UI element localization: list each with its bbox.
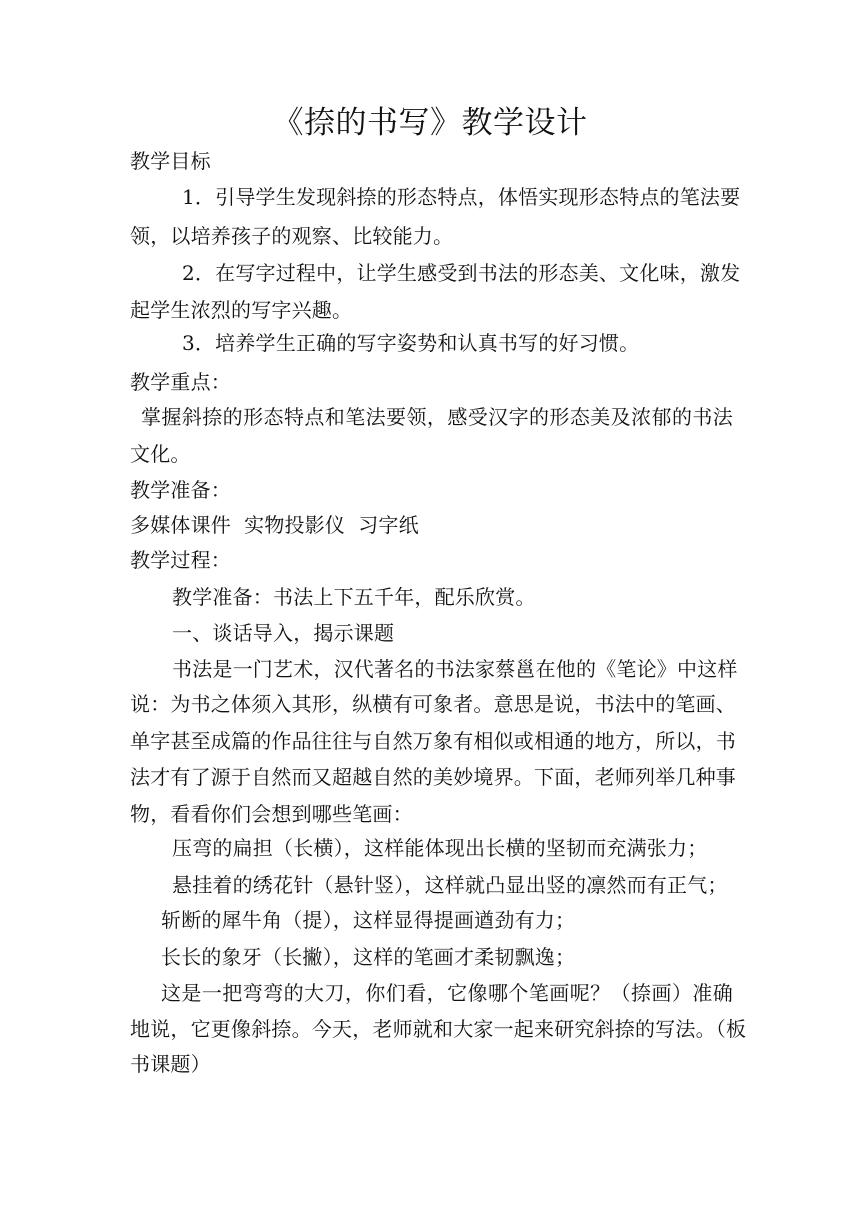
section-heading-process: 教学过程： [130, 548, 231, 572]
paragraph-line: 悬挂着的绣花针（悬针竖），这样就凸显出竖的凛然而有正气； [172, 873, 728, 897]
paragraph-line: 地说，它更像斜捺。今天，老师就和大家一起来研究斜捺的写法。（板 [130, 1017, 747, 1041]
paragraph-line: 书课题） [130, 1052, 211, 1076]
paragraph-line: 物，看看你们会想到哪些笔画： [130, 802, 413, 826]
paragraph-line: 掌握斜捺的形态特点和笔法要领，感受汉字的形态美及浓郁的书法 [141, 405, 733, 429]
paragraph-line: 单字甚至成篇的作品往往与自然万象有相似或相通的地方，所以，书 [130, 729, 736, 753]
section-heading-preparation: 教学准备： [130, 478, 231, 502]
section-heading-key-points: 教学重点： [130, 370, 231, 394]
paragraph-line: 多媒体课件 实物投影仪 习字纸 [130, 513, 419, 537]
paragraph-line: 法才有了源于自然而又超越自然的美妙境界。下面，老师列举几种事 [130, 765, 736, 789]
paragraph-line: 说：为书之体须入其形，纵横有可象者。意思是说，书法中的笔画、 [130, 692, 736, 716]
paragraph-line: 2．在写字过程中，让学生感受到书法的形态美、文化味，激发 [182, 261, 741, 285]
paragraph-line: 一、谈话导入，揭示课题 [172, 621, 395, 645]
paragraph-line: 起学生浓烈的写字兴趣。 [130, 298, 353, 322]
paragraph-line: 书法是一门艺术，汉代著名的书法家蔡邕在他的《笔论》中这样 [172, 657, 738, 681]
paragraph-line: 1．引导学生发现斜捺的形态特点，体悟实现形态特点的笔法要 [182, 185, 741, 209]
paragraph-line: 教学准备：书法上下五千年，配乐欣赏。 [172, 585, 536, 609]
paragraph-line: 文化。 [130, 442, 191, 466]
paragraph-line: 领，以培养孩子的观察、比较能力。 [130, 224, 454, 248]
paragraph-line: 斩断的犀牛角（提），这样显得提画遒劲有力； [161, 908, 576, 932]
paragraph-line: 3．培养学生正确的写字姿势和认真书写的好习惯。 [182, 331, 640, 355]
paragraph-line: 压弯的扁担（长横），这样能体现出长横的坚韧而充满张力； [172, 836, 708, 860]
section-heading-teaching-goals: 教学目标 [130, 149, 211, 173]
paragraph-line: 这是一把弯弯的大刀，你们看，它像哪个笔画呢？（捺画）准确 [161, 981, 733, 1005]
paragraph-line: 长长的象牙（长撇），这样的笔画才柔韧飘逸； [161, 945, 576, 969]
document-title: 《捺的书写》教学设计 [272, 105, 588, 141]
